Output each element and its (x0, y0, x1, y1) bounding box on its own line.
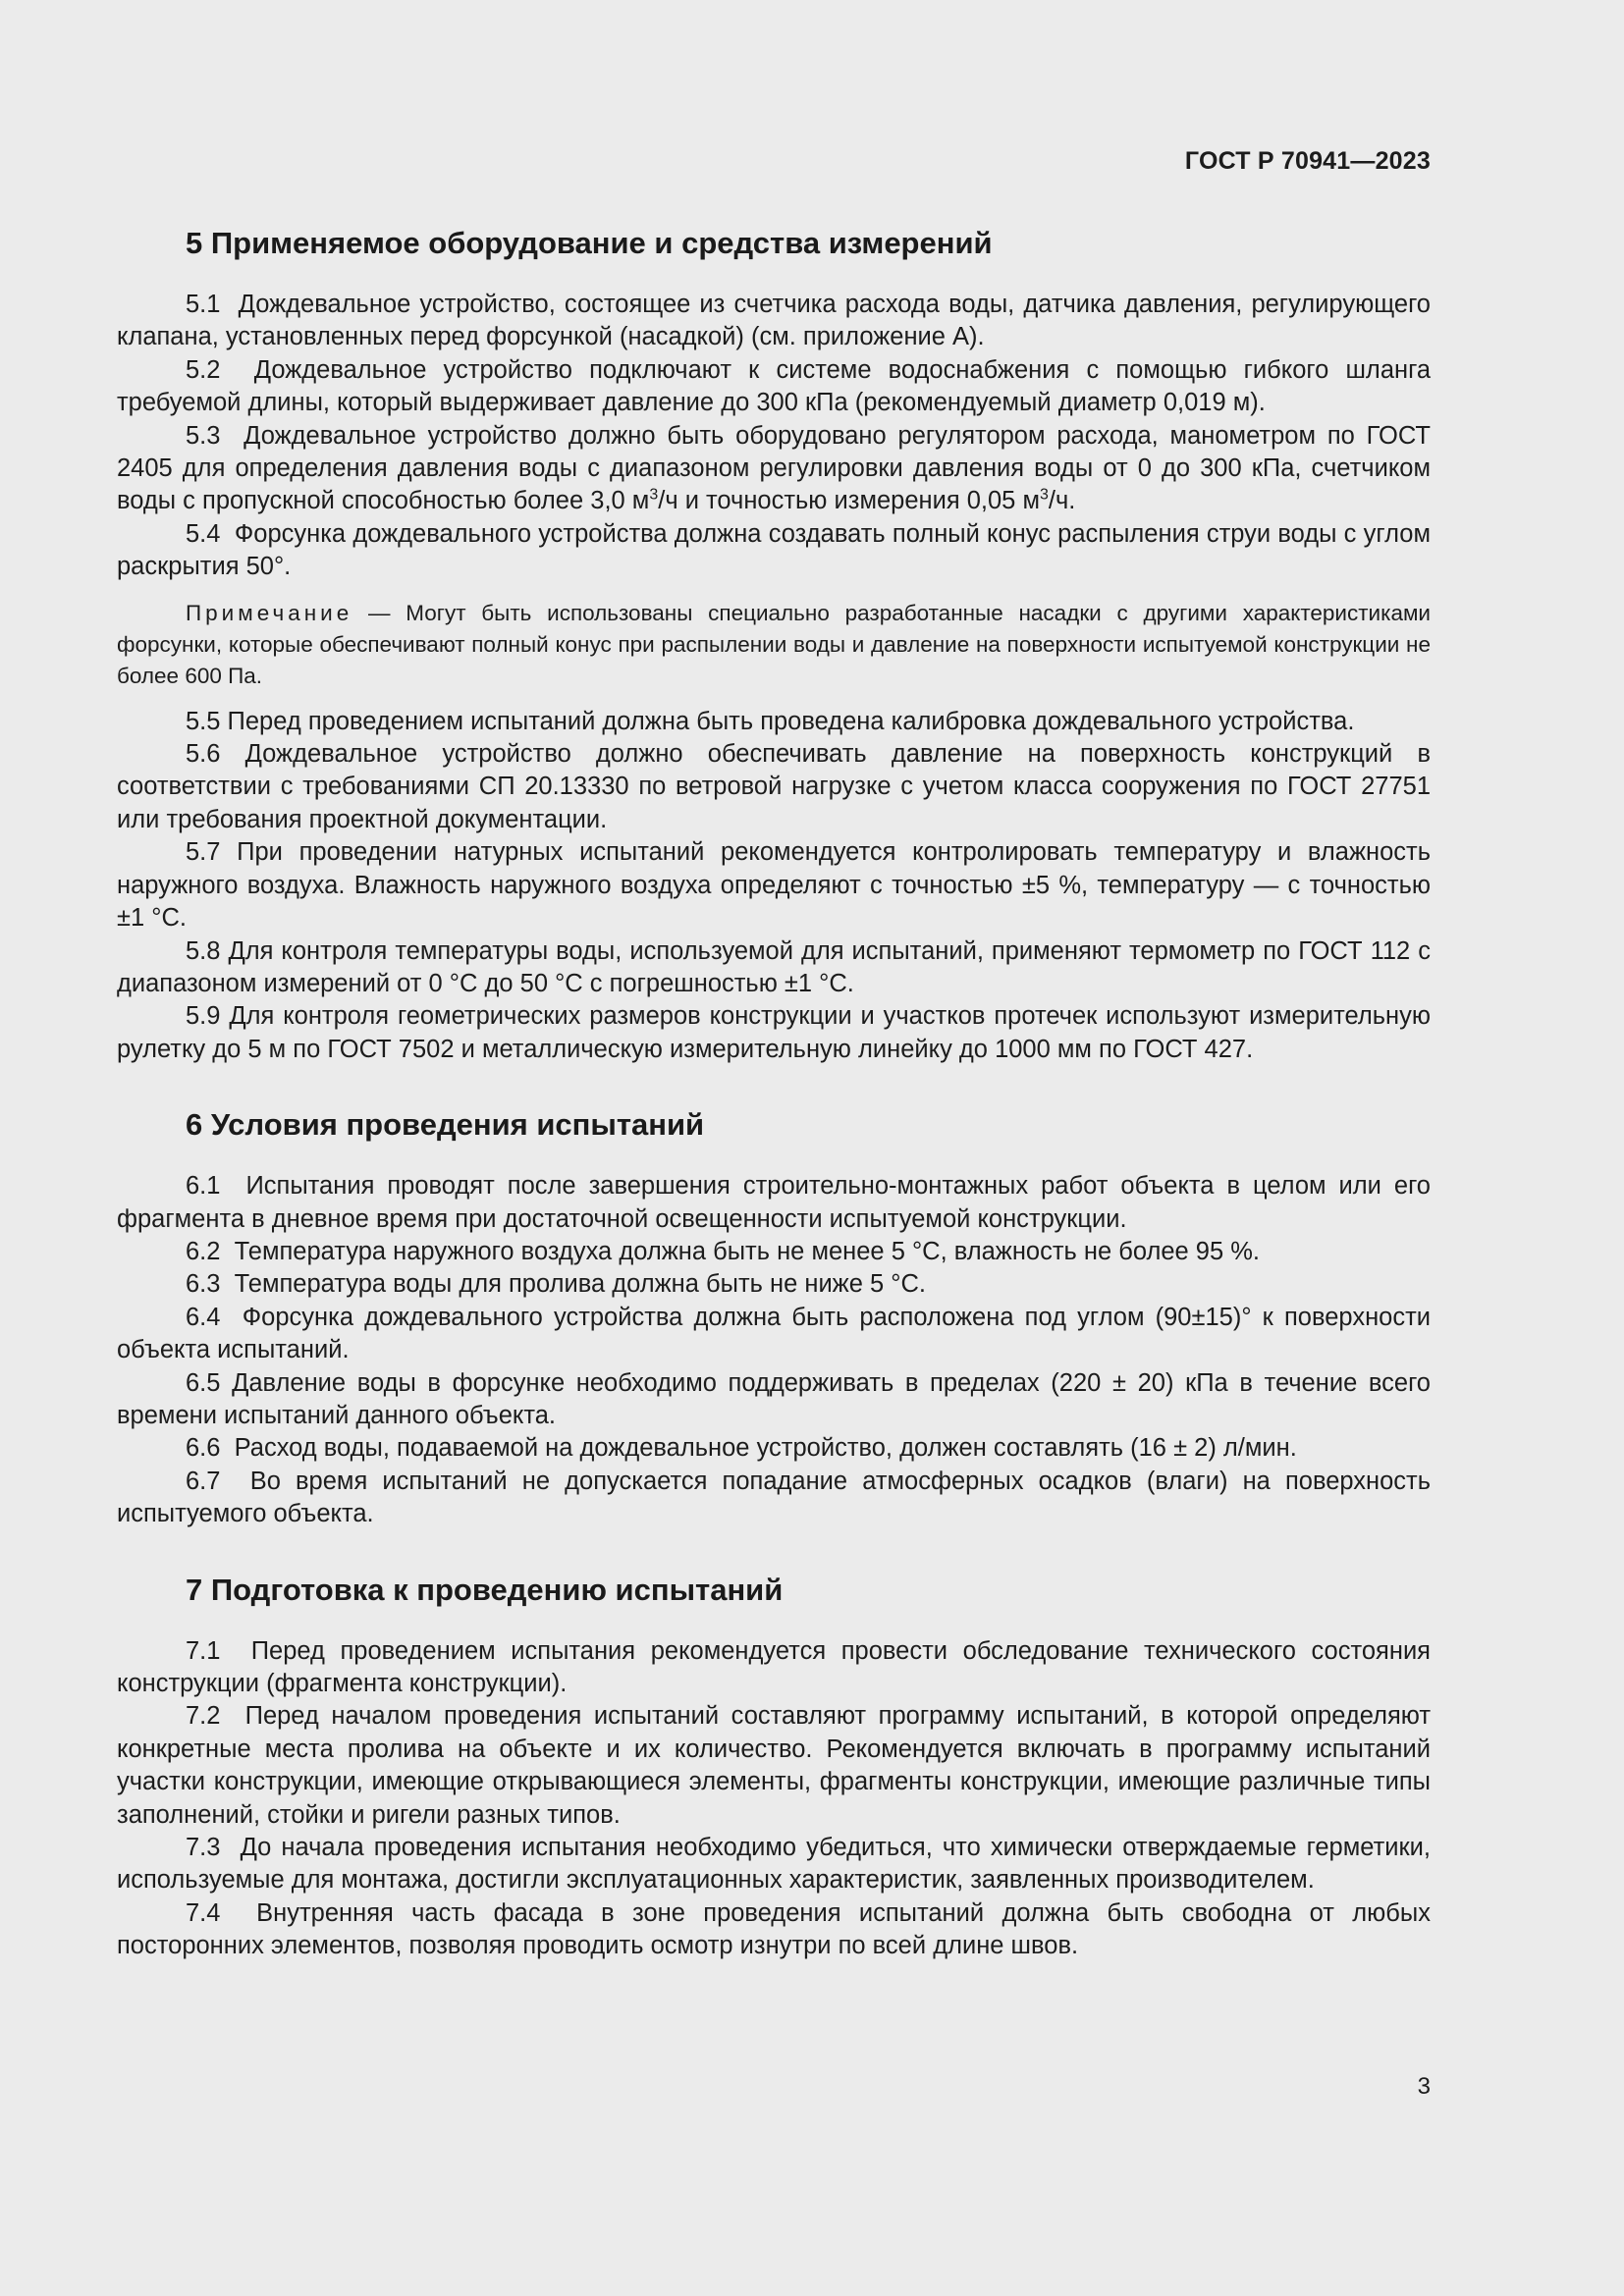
clause-text-part: /ч и точностью измерения 0,05 м (658, 487, 1040, 515)
clause-text: Форсунка дождевального устройства должна быть расположена под углом (90±15)° к поверхности объекта испытаний. (117, 1303, 1432, 1364)
clause-text: Температура наружного воздуха должна быть не менее 5 °С, влажность не более 95 %. (234, 1237, 1260, 1265)
section-7 (117, 1565, 1431, 1963)
clause-5-2 (117, 354, 1431, 420)
clause-text: Испытания проводят после завершения строительно-монтажных работ объекта в целом или его фрагмента в дневное время при достаточной освещенности испытуемой конструкции. (117, 1172, 1431, 1233)
clause-5-1 (117, 289, 1431, 354)
clause-text: Для контроля геометрических размеров конструкции и участков протечек используют измерительную рулетку до 5 м по ГОСТ 7502 и металлическую измерительную линейку до 1000 мм по ГОСТ 427. (117, 1002, 1431, 1063)
clause-number: 5.9 (186, 1002, 221, 1031)
clause-5-6 (117, 738, 1431, 836)
clause-number: 5.1 (186, 291, 221, 318)
clause-5-5 (117, 706, 1431, 738)
clause-text: Внутренняя часть фасада в зоне проведения испытаний должна быть свободна от любых посторонних элементов, позволяя проводить осмотр изнутри по всей длине швов. (117, 1898, 1431, 1960)
section-5 (117, 218, 1431, 1066)
note-label: Примечание (186, 600, 353, 625)
superscript: 3 (649, 486, 659, 504)
clause-5-8 (117, 935, 1431, 1001)
clause-7-4 (117, 1897, 1431, 1963)
clause-6-6 (117, 1432, 1431, 1465)
clause-text: Дождевальное устройство подключают к системе водоснабжения с помощью гибкого шланга требуемой длины, который выдерживает давление до 300 кПа (рекомендуемый диаметр 0,019 м). (117, 355, 1432, 417)
clause-number: 6.1 (186, 1172, 221, 1201)
clause-number: 7.4 (186, 1898, 221, 1927)
clause-number: 5.6 (186, 740, 221, 769)
clause-number: 5.5 (186, 707, 221, 735)
clause-6-7 (117, 1466, 1431, 1531)
section-title: 6 Условия проведения испытаний (186, 1107, 705, 1143)
clause-text: Температура воды для пролива должна быть не ниже 5 °С. (234, 1270, 926, 1299)
note-text: — Могут быть использованы специально разработанные насадки с другими характеристиками форсунки, которые обеспечивают полный конус при распылении воды и давление на поверхности испытуемой конструкции не более 600 Па. (117, 600, 1431, 688)
clause-text: Дождевальное устройство, состоящее из счетчика расхода воды, датчика давления, регулирующего клапана, установленных перед форсункой (насадкой) (см. приложение А). (117, 291, 1431, 351)
clause-6-3 (117, 1268, 1431, 1301)
clause-text-part: /ч. (1048, 487, 1076, 515)
clause-number: 6.4 (186, 1303, 221, 1331)
clause-number: 5.8 (186, 936, 221, 965)
clause-6-5 (117, 1367, 1431, 1433)
clause-number: 5.2 (186, 355, 221, 384)
superscript: 3 (1040, 486, 1049, 504)
clause-6-1 (117, 1170, 1431, 1236)
clause-number: 5.7 (186, 838, 221, 867)
clause-5-3 (117, 420, 1431, 518)
clause-text: Расход воды, подаваемой на дождевальное устройство, должен составлять (16 ± 2) л/мин. (234, 1434, 1297, 1463)
clause-6-4 (117, 1302, 1431, 1367)
clause-text: Форсунка дождевального устройства должна создавать полный конус распыления струи воды с углом раскрытия 50°. (117, 519, 1431, 581)
clause-5-9 (117, 1000, 1431, 1066)
clause-number: 6.3 (186, 1270, 221, 1299)
clause-text-part: Дождевальное устройство должно быть оборудовано регулятором расхода, манометром по ГОСТ 2405 для определения давления воды с диапазоном регулировки давления воды от 0 до 300 кПа, счетчиком воды с пропускной способностью более 3,0 м (117, 421, 1432, 515)
clause-number: 7.3 (186, 1834, 221, 1862)
clause-text: Давление воды в форсунке необходимо поддерживать в пределах (220 ± 20) кПа в течение всего времени испытаний данного объекта. (117, 1368, 1431, 1429)
clause-text: Дождевальное устройство должно обеспечивать давление на поверхность конструкций в соответствии с требованиями СП 20.13330 по ветровой нагрузке с учетом класса сооружения по ГОСТ 27751 или требования проектной документации. (117, 740, 1431, 833)
clause-text: Перед проведением испытания рекомендуется провести обследование технического состояния конструкции (фрагмента конструкции). (117, 1636, 1431, 1697)
clause-7-3 (117, 1832, 1431, 1897)
clause-6-2 (117, 1236, 1431, 1268)
clause-number: 5.3 (186, 421, 221, 450)
clause-text: Для контроля температуры воды, используемой для испытаний, применяют термометр по ГОСТ 112 с диапазоном измерений от 0 °С до 50 °С с погрешностью ±1 °С. (117, 936, 1431, 997)
clause-number: 7.2 (186, 1702, 221, 1731)
note (117, 598, 1431, 692)
document-body (117, 218, 1431, 1997)
clause-number: 7.1 (186, 1636, 221, 1665)
clause-text: При проведении натурных испытаний рекомендуется контролировать температуру и влажность наружного воздуха. Влажность наружного воздуха определяют с точностью ±5 %, температуру — с точностью ±1 °С. (117, 838, 1431, 933)
clause-number: 6.7 (186, 1467, 221, 1495)
page-number: 3 (1417, 2073, 1431, 2100)
clause-7-2 (117, 1700, 1431, 1832)
clause-7-1 (117, 1635, 1431, 1701)
clause-number: 6.5 (186, 1368, 221, 1397)
clause-number: 6.2 (186, 1237, 221, 1265)
clause-5-7 (117, 836, 1431, 934)
clause-5-4 (117, 518, 1431, 584)
clause-text: До начала проведения испытания необходимо убедиться, что химически отверждаемые герметики, используемые для монтажа, достигли эксплуатационных характеристик, заявленных производителем. (117, 1834, 1431, 1895)
clause-number: 6.6 (186, 1434, 221, 1463)
document-header-id: ГОСТ Р 70941—2023 (1184, 147, 1431, 175)
section-title: 5 Применяемое оборудование и средства измерений (186, 226, 993, 260)
clause-text: Во время испытаний не допускается попадание атмосферных осадков (влаги) на поверхность испытуемого объекта. (117, 1467, 1432, 1528)
clause-text: Перед проведением испытаний должна быть проведена калибровка дождевального устройства. (227, 707, 1355, 735)
clause-number: 5.4 (186, 519, 221, 548)
section-6 (117, 1099, 1431, 1530)
clause-text: Перед началом проведения испытаний составляют программу испытаний, в которой определяют конкретные места пролива на объекте и их количество. Рекомендуется включать в программу испытаний участки конструкции, имеющие открывающиеся элементы, фрагменты конструкции, имеющие различные типы заполнений, стойки и ригели разных типов. (117, 1702, 1432, 1829)
section-title: 7 Подготовка к проведению испытаний (186, 1572, 784, 1607)
